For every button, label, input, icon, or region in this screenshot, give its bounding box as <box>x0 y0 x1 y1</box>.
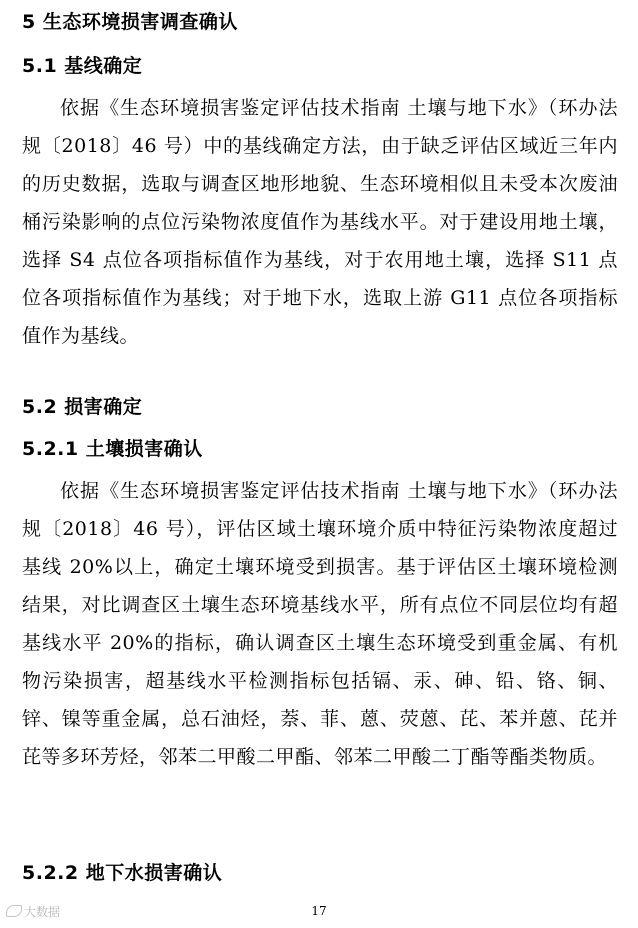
paragraph-baseline: 依据《生态环境损害鉴定评估技术指南 土壤与地下水》（环办法规〔2018〕46 号）中的基线确定方法，由于缺乏评估区域近三年内的历史数据，选取与调查区地形地貌、生态环境相似且未受本次废油桶污染影响的点位污染物浓度值作为基线水平。对于建设用地土壤，选择 S4 点位各项指标值作为基线，对于农用地土壤，选择 S11 点位各项指标值作为基线；对于地下水，选取上游 G11 点位各项指标值作为基线。 <box>22 97 618 347</box>
watermark-text: 大数据 <box>24 905 61 919</box>
subsection-heading-baseline: 5.1 基线确定 <box>22 55 143 77</box>
subsubsection-heading-groundwater: 5.2.2 地下水损害确认 <box>22 862 223 884</box>
subsection-heading-damage: 5.2 损害确定 <box>22 396 143 418</box>
subsubsection-heading-soil: 5.2.1 土壤损害确认 <box>22 438 203 460</box>
section-heading: 5 生态环境损害调查确认 <box>22 11 238 33</box>
page-number: 17 <box>311 904 327 918</box>
paragraph-soil: 依据《生态环境损害鉴定评估技术指南 土壤与地下水》（环办法规〔2018〕46 号），评估区域土壤环境介质中特征污染物浓度超过基线 20%以上，确定土壤环境受到损害。基于评估区土壤环境检测结果，对比调查区土壤生态环境基线水平，所有点位不同层位均有超基线水平 20%的指标，确认调查区土壤生态环境受到重金属、有机物污染损害，超基线水平检测指标包括镉、汞、砷、铅、铬、铜、锌、镍等重金属，总石油烃，萘、菲、蒽、荧蒽、芘、苯并蒽、芘并芘等多环芳烃，邻苯二甲酸二甲酯、邻苯二甲酸二丁酯等酯类物质。 <box>22 480 618 768</box>
